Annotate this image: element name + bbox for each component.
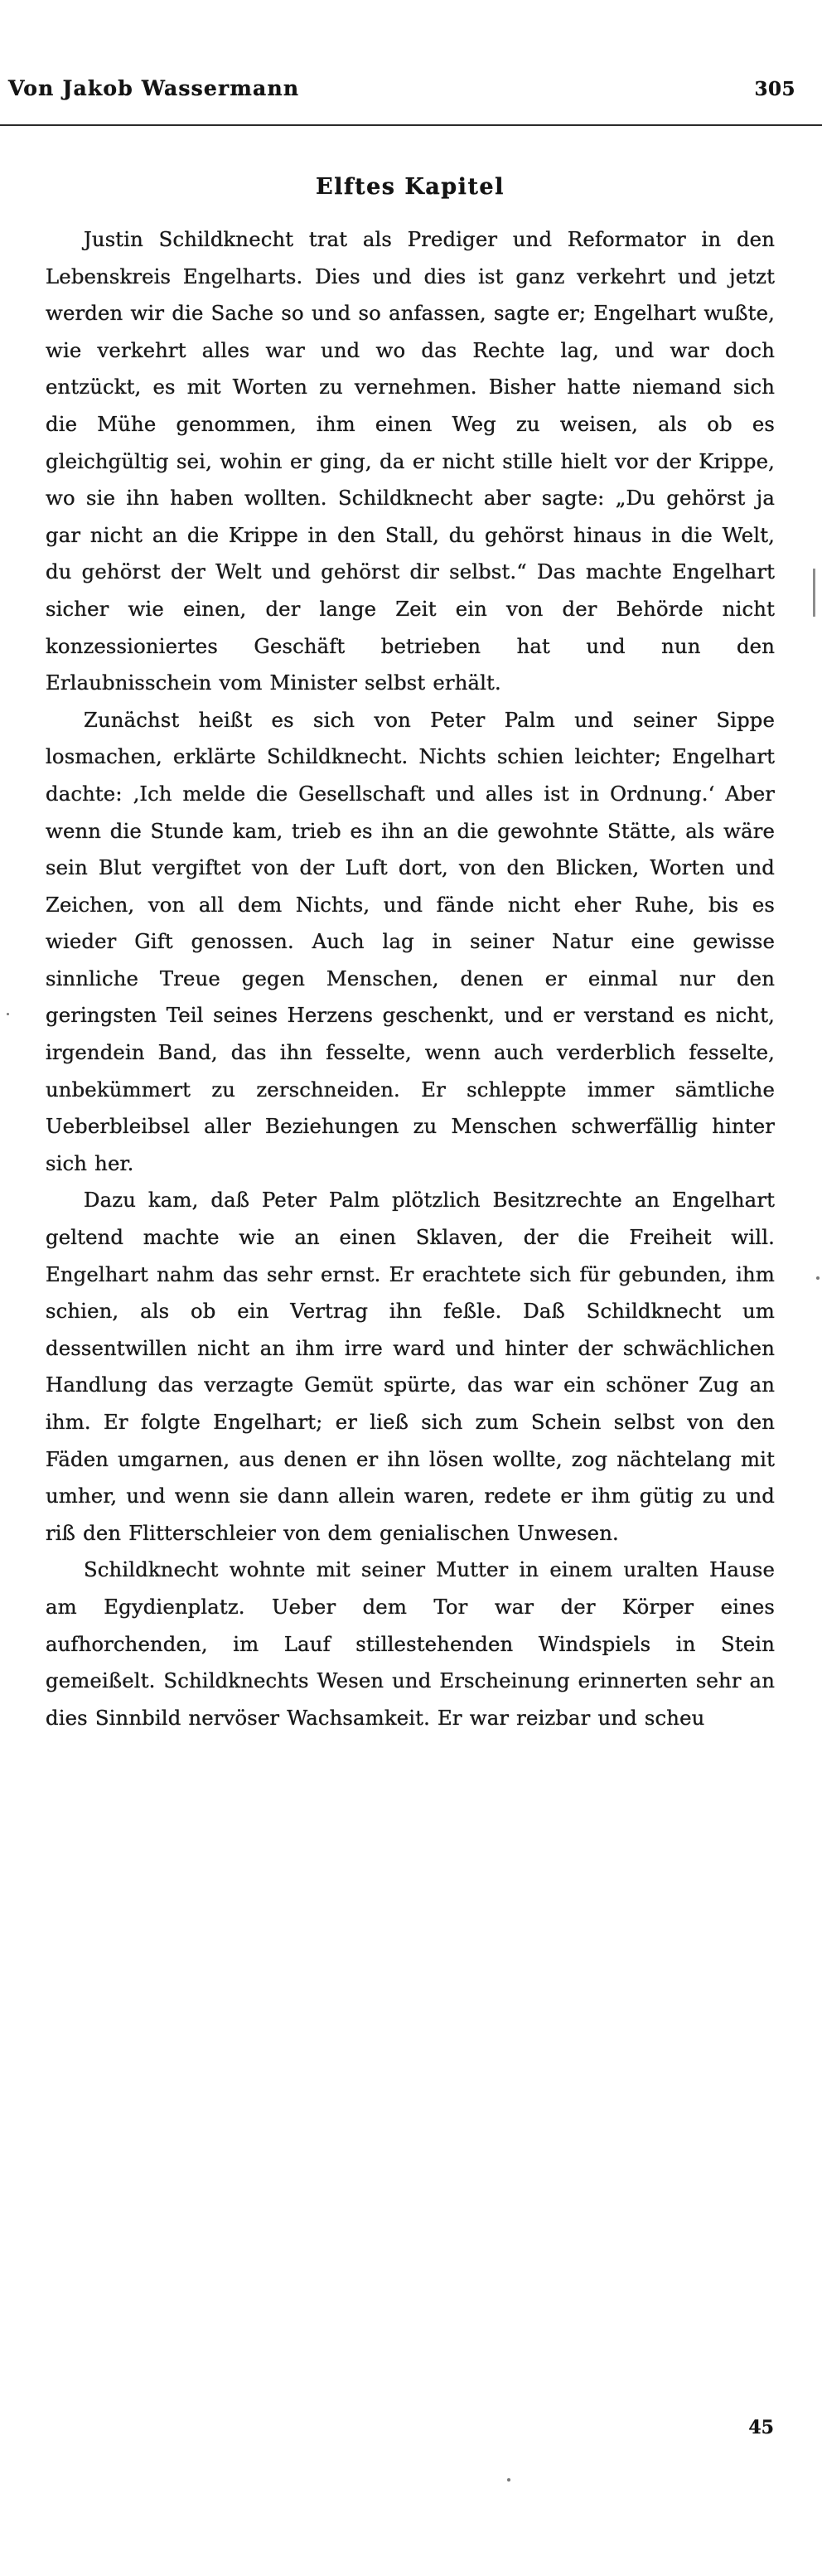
running-head-title: Von Jakob Wassermann	[8, 76, 300, 100]
page-number: 305	[754, 78, 795, 100]
signature-mark: 45	[748, 2417, 774, 2438]
paragraph: Dazu kam, daß Peter Palm plötzlich Besitzrechte an Engelhart geltend machte wie an einen Sklaven, der die Freiheit will. Engelhart nahm das sehr ernst. Er erachtete sich für gebunden, ihm schien, als ob ein Vertrag ihn feßle. Daß Schildknecht um dessentwillen nicht an ihm irre ward und hinter der schwächlichen Handlung das verzagte Gemüt spürte, das war ein schöner Zug an ihm. Er folgte Engelhart; er ließ sich zum Schein selbst von den Fäden umgarnen, aus denen er ihn lösen wollte, zog nächtelang mit umher, und wenn sie dann allein waren, redete er ihm gütig zu und riß den Flitterschleier von dem genialischen Unwesen.	[46, 1188, 775, 1545]
page-edge-mark	[813, 569, 815, 617]
text-block	[46, 174, 775, 1736]
page-speck	[7, 1013, 9, 1015]
paragraph: Schildknecht wohnte mit seiner Mutter in einem uralten Hause am Egydienplatz. Ueber dem Tor war der Körper eines aufhorchenden, im Lauf stillestehenden Windspiels in Stein gemeißelt. Schildknechts Wesen und Erscheinung erinnerten sehr an dies Sinnbild nervöser Wachsamkeit. Er war reizbar und scheu	[46, 1557, 775, 1730]
paragraph: Justin Schildknecht trat als Prediger und Reformator in den Lebenskreis Engelharts. Dies und dies ist ganz verkehrt und jetzt werden wir die Sache so und so anfassen, sagte er; Engelhart wußte, wie verkehrt alles war und wo das Rechte lag, und war doch entzückt, es mit Worten zu vernehmen. Bisher hatte niemand sich die Mühe genommen, ihm einen Weg zu weisen, als ob es gleichgültig sei, wohin er ging, da er nicht stille hielt vor der Krippe, wo sie ihn haben wollten. Schildknecht aber sagte: „Du gehörst ja gar nicht an die Krippe in den Stall, du gehörst hinaus in die Welt, du gehörst der Welt und gehörst dir selbst.“ Das machte Engelhart sicher wie einen, der lange Zeit ein von der Behörde nicht konzessioniertes Geschäft betrieben hat und nun den Erlaubnisschein vom Minister selbst erhält.	[46, 227, 775, 695]
page-speck	[507, 2478, 510, 2482]
header-rule	[0, 124, 822, 126]
paragraph: Zunächst heißt es sich von Peter Palm und seiner Sippe losmachen, erklärte Schildknecht. Nichts schien leichter; Engelhart dachte: ‚Ich melde die Gesellschaft und alles ist in Ordnung.‘ Aber wenn die Stunde kam, trieb es ihn an die gewohnte Stätte, als wäre sein Blut vergiftet von der Luft dort, von den Blicken, Worten und Zeichen, von all dem Nichts, und fände nicht eher Ruhe, bis es wieder Gift genossen. Auch lag in seiner Natur eine gewisse sinnliche Treue gegen Menschen, denen er einmal nur den geringsten Teil seines Herzens geschenkt, und er verstand es nicht, irgendein Band, das ihn fesselte, wenn auch verderblich fesselte, unbekümmert zu zerschneiden. Er schleppte immer sämtliche Ueberbleibsel aller Beziehungen zu Menschen schwerfällig hinter sich her.	[46, 707, 775, 1175]
chapter-title: Elftes Kapitel	[316, 174, 505, 200]
page-speck	[816, 1276, 820, 1280]
running-head	[0, 76, 822, 121]
